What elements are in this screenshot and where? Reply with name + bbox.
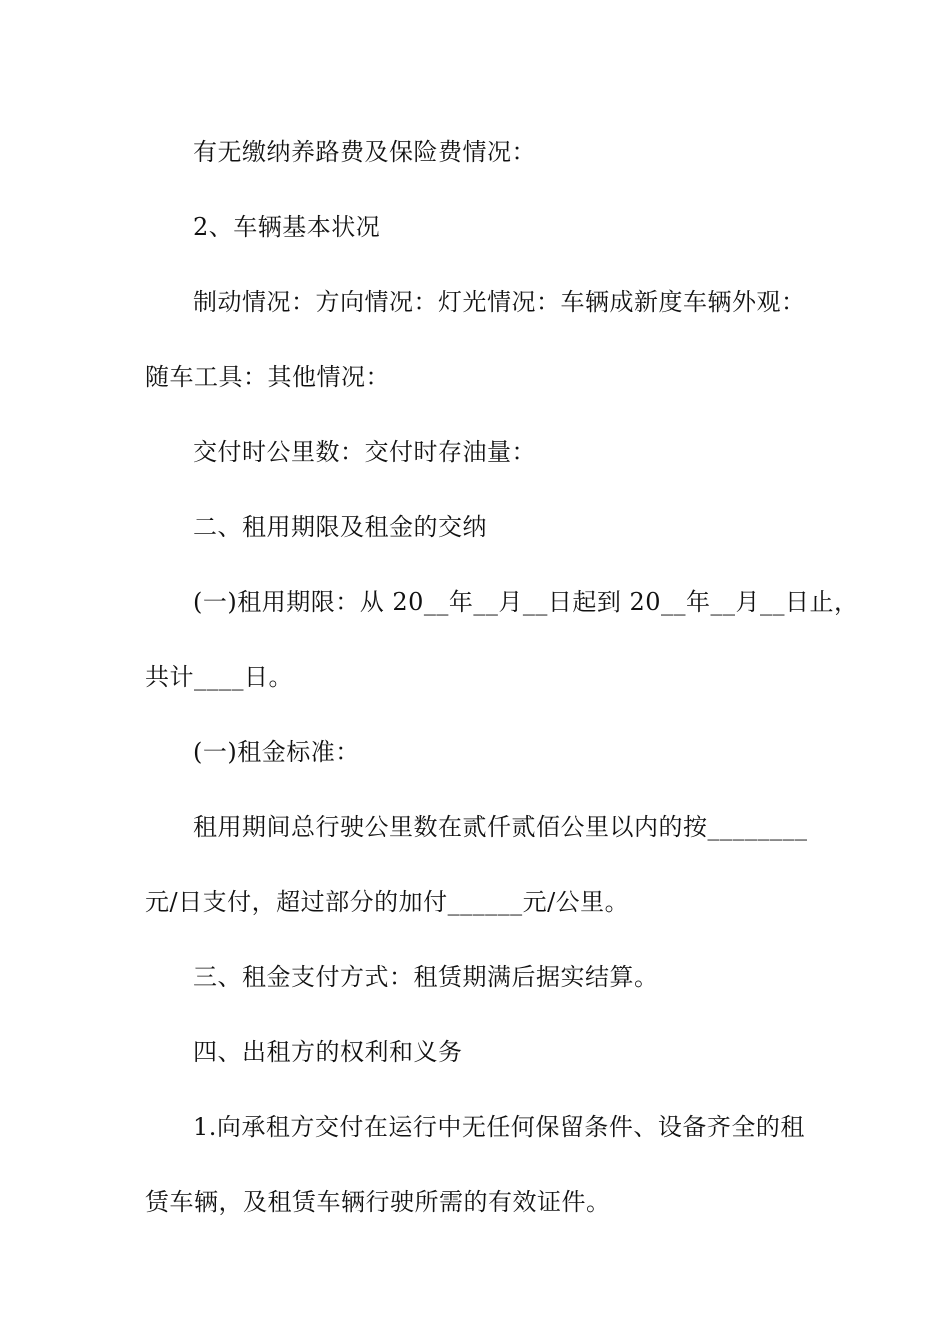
section-heading: 四、出租方的权利和义务 — [193, 1038, 463, 1066]
paragraph-line: 租用期间总行驶公里数在贰仟贰佰公里以内的按________ — [193, 813, 808, 841]
section-heading: 三、租金支付方式：租赁期满后据实结算。 — [193, 963, 659, 991]
paragraph-line: 交付时公里数：交付时存油量： — [193, 438, 536, 466]
paragraph-line: 赁车辆，及租赁车辆行驶所需的有效证件。 — [145, 1188, 611, 1216]
section-heading: 2、车辆基本状况 — [193, 213, 381, 241]
paragraph-line: (一)租金标准： — [193, 738, 360, 766]
paragraph-line: 共计____日。 — [145, 663, 293, 691]
paragraph-line: (一)租用期限：从 20__年__月__日起到 20__年__月__日止， — [193, 588, 859, 616]
paragraph-line: 制动情况：方向情况：灯光情况：车辆成新度车辆外观： — [193, 288, 806, 316]
paragraph-line: 元/日支付，超过部分的加付______元/公里。 — [145, 888, 630, 916]
paragraph-line: 有无缴纳养路费及保险费情况： — [193, 138, 536, 166]
paragraph-line: 随车工具：其他情况： — [145, 363, 390, 391]
section-heading: 二、租用期限及租金的交纳 — [193, 513, 487, 541]
paragraph-line: 1.向承租方交付在运行中无任何保留条件、设备齐全的租 — [193, 1113, 805, 1141]
